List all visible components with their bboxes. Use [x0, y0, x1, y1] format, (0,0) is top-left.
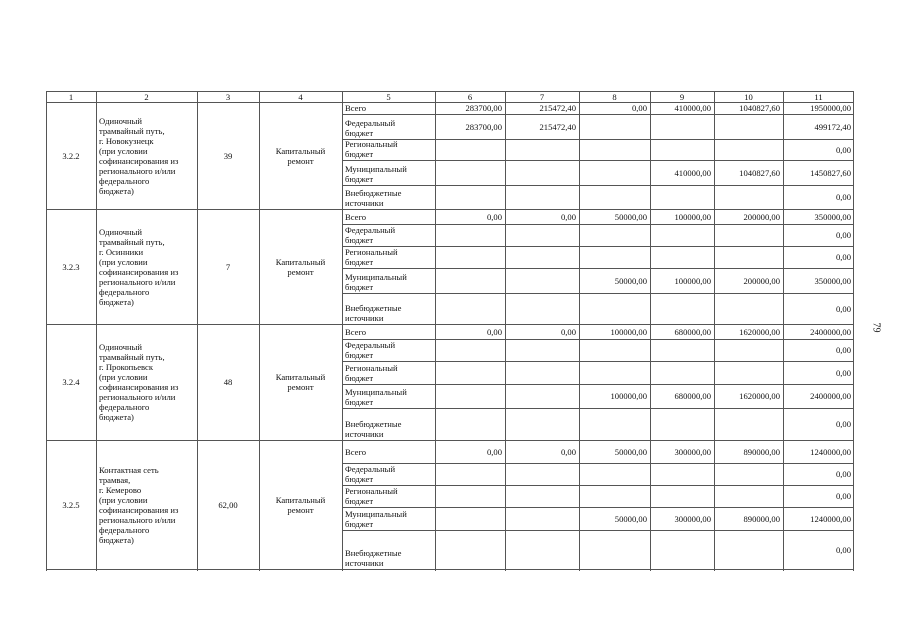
table-rule	[342, 91, 343, 571]
funding-source: Региональный бюджет	[345, 363, 398, 383]
work-type: Капитальный ремонт	[275, 372, 326, 392]
amount-cell: 410000,00	[674, 167, 711, 178]
item-code: 3.2.5	[62, 499, 80, 510]
page-number: 79	[870, 322, 882, 333]
table-rule	[342, 160, 854, 161]
funding-source: Региональный бюджет	[345, 486, 398, 506]
amount-cell: 2400000,00	[810, 391, 851, 401]
amount-cell: 200000,00	[743, 211, 780, 222]
amount-cell: 0,00	[560, 211, 576, 222]
amount-cell: 100000,00	[610, 326, 647, 337]
table-rule	[46, 209, 854, 210]
column-header: 4	[298, 91, 303, 102]
funding-source: Федеральный бюджет	[345, 225, 396, 245]
amount-cell: 499172,40	[814, 121, 851, 132]
funding-source: Внебюджетные источники	[345, 419, 402, 439]
item-quantity: 39	[223, 150, 233, 161]
amount-cell: 680000,00	[674, 326, 711, 337]
amount-cell: 0,00	[835, 544, 851, 555]
amount-cell: 50000,00	[614, 513, 647, 524]
funding-source: Региональный бюджет	[345, 139, 398, 159]
table-rule	[46, 440, 854, 441]
amount-cell: 1240000,00	[810, 513, 851, 524]
table-rule	[342, 361, 854, 362]
item-code: 3.2.3	[62, 261, 80, 272]
column-header: 11	[814, 91, 823, 102]
amount-cell: 0,00	[835, 230, 851, 240]
amount-cell: 0,00	[835, 144, 851, 155]
amount-cell: 0,00	[835, 192, 851, 202]
amount-cell: 0,00	[560, 326, 576, 337]
column-header: 2	[144, 91, 149, 102]
column-header: 7	[539, 91, 545, 102]
funding-source: Всего	[345, 103, 367, 113]
amount-cell: 100000,00	[674, 275, 711, 286]
amount-cell: 50000,00	[614, 211, 647, 222]
item-quantity: 48	[223, 377, 233, 387]
table-rule	[96, 91, 97, 571]
amount-cell: 300000,00	[674, 513, 711, 524]
column-header: 5	[386, 91, 391, 102]
funding-source: Внебюджетные источники	[345, 188, 402, 208]
amount-cell: 283700,00	[465, 103, 502, 113]
table-rule	[505, 91, 506, 571]
amount-cell: 1450827,60	[810, 167, 851, 178]
amount-cell: 0,00	[486, 211, 502, 222]
table-rule	[197, 91, 198, 571]
amount-cell: 0,00	[560, 446, 576, 457]
funding-source: Федеральный бюджет	[345, 464, 396, 484]
amount-cell: 1620000,00	[739, 326, 780, 337]
amount-cell: 215472,40	[539, 121, 576, 132]
funding-source: Муниципальный бюджет	[345, 387, 407, 407]
amount-cell: 215472,40	[539, 103, 576, 113]
table-rule	[46, 569, 854, 570]
table-rule	[342, 530, 854, 531]
item-quantity: 62,00	[218, 499, 238, 510]
column-header: 10	[744, 91, 753, 102]
funding-source: Региональный бюджет	[345, 247, 398, 267]
table-rule	[46, 324, 854, 325]
amount-cell: 1950000,00	[810, 103, 851, 113]
funding-source: Всего	[345, 211, 367, 222]
funding-source: Муниципальный бюджет	[345, 272, 407, 292]
funding-source: Муниципальный бюджет	[345, 509, 407, 529]
table-rule	[342, 384, 854, 385]
funding-source: Федеральный бюджет	[345, 340, 396, 360]
table-rule	[650, 91, 651, 571]
amount-cell: 1620000,00	[739, 391, 780, 401]
amount-cell: 0,00	[835, 469, 851, 479]
amount-cell: 0,00	[835, 252, 851, 262]
amount-cell: 1040827,60	[739, 167, 780, 178]
amount-cell: 100000,00	[674, 211, 711, 222]
funding-source: Внебюджетные источники	[345, 303, 402, 323]
funding-source: Муниципальный бюджет	[345, 164, 407, 184]
budget-table	[46, 91, 854, 571]
amount-cell: 300000,00	[674, 446, 711, 457]
table-rule	[342, 507, 854, 508]
item-name: Одиночный трамвайный путь, г. Новокузнецк (при условии софинансирования из регионального и/или федерального бюджета)	[99, 115, 179, 196]
item-name: Контактная сеть трамвая, г. Кемерово (при условии софинансирования из регионального и/или федерального бюджета)	[99, 464, 179, 545]
column-header: 8	[612, 91, 617, 102]
amount-cell: 890000,00	[743, 446, 780, 457]
amount-cell: 50000,00	[614, 446, 647, 457]
amount-cell: 0,00	[486, 446, 502, 457]
funding-source: Внебюджетные источники	[345, 548, 402, 568]
table-rule	[783, 91, 784, 571]
item-code: 3.2.2	[62, 150, 80, 161]
amount-cell: 0,00	[835, 367, 851, 378]
amount-cell: 283700,00	[465, 121, 502, 132]
table-rule	[342, 185, 854, 186]
column-header: 3	[225, 91, 231, 102]
table-rule	[342, 114, 854, 115]
funding-source: Федеральный бюджет	[345, 118, 396, 138]
amount-cell: 350000,00	[814, 275, 851, 286]
amount-cell: 890000,00	[743, 513, 780, 524]
amount-cell: 0,00	[835, 491, 851, 501]
work-type: Капитальный ремонт	[275, 145, 326, 166]
table-rule	[259, 91, 260, 571]
table-rule	[579, 91, 580, 571]
column-header: 6	[467, 91, 473, 102]
column-header: 9	[679, 91, 685, 102]
table-rule	[342, 293, 854, 294]
item-quantity: 7	[225, 261, 231, 272]
table-rule	[714, 91, 715, 571]
amount-cell: 0,00	[835, 419, 851, 429]
column-header: 1	[68, 91, 74, 102]
item-code: 3.2.4	[62, 377, 80, 387]
amount-cell: 50000,00	[614, 275, 647, 286]
item-name: Одиночный трамвайный путь, г. Прокопьевск (при условии софинансирования из регионального и/или федерального бюджета)	[99, 342, 179, 422]
table-rule	[342, 408, 854, 409]
amount-cell: 200000,00	[743, 275, 780, 286]
item-name: Одиночный трамвайный путь, г. Осинники (при условии софинансирования из регионального и/или федерального бюджета)	[99, 226, 179, 307]
amount-cell: 0,00	[835, 345, 851, 355]
amount-cell: 1040827,60	[739, 103, 780, 113]
funding-source: Всего	[345, 446, 367, 457]
amount-cell: 1240000,00	[810, 446, 851, 457]
amount-cell: 0,00	[631, 103, 647, 113]
table-rule	[342, 268, 854, 269]
amount-cell: 100000,00	[610, 391, 647, 401]
amount-cell: 0,00	[835, 303, 851, 314]
amount-cell: 0,00	[486, 326, 502, 337]
amount-cell: 410000,00	[674, 103, 711, 113]
amount-cell: 680000,00	[674, 391, 711, 401]
work-type: Капитальный ремонт	[275, 256, 326, 277]
table-rule	[853, 91, 854, 571]
amount-cell: 2400000,00	[810, 326, 851, 337]
amount-cell: 350000,00	[814, 211, 851, 222]
table-rule	[46, 91, 47, 571]
work-type: Капитальный ремонт	[275, 494, 326, 515]
funding-source: Всего	[345, 326, 367, 337]
table-rule	[435, 91, 436, 571]
